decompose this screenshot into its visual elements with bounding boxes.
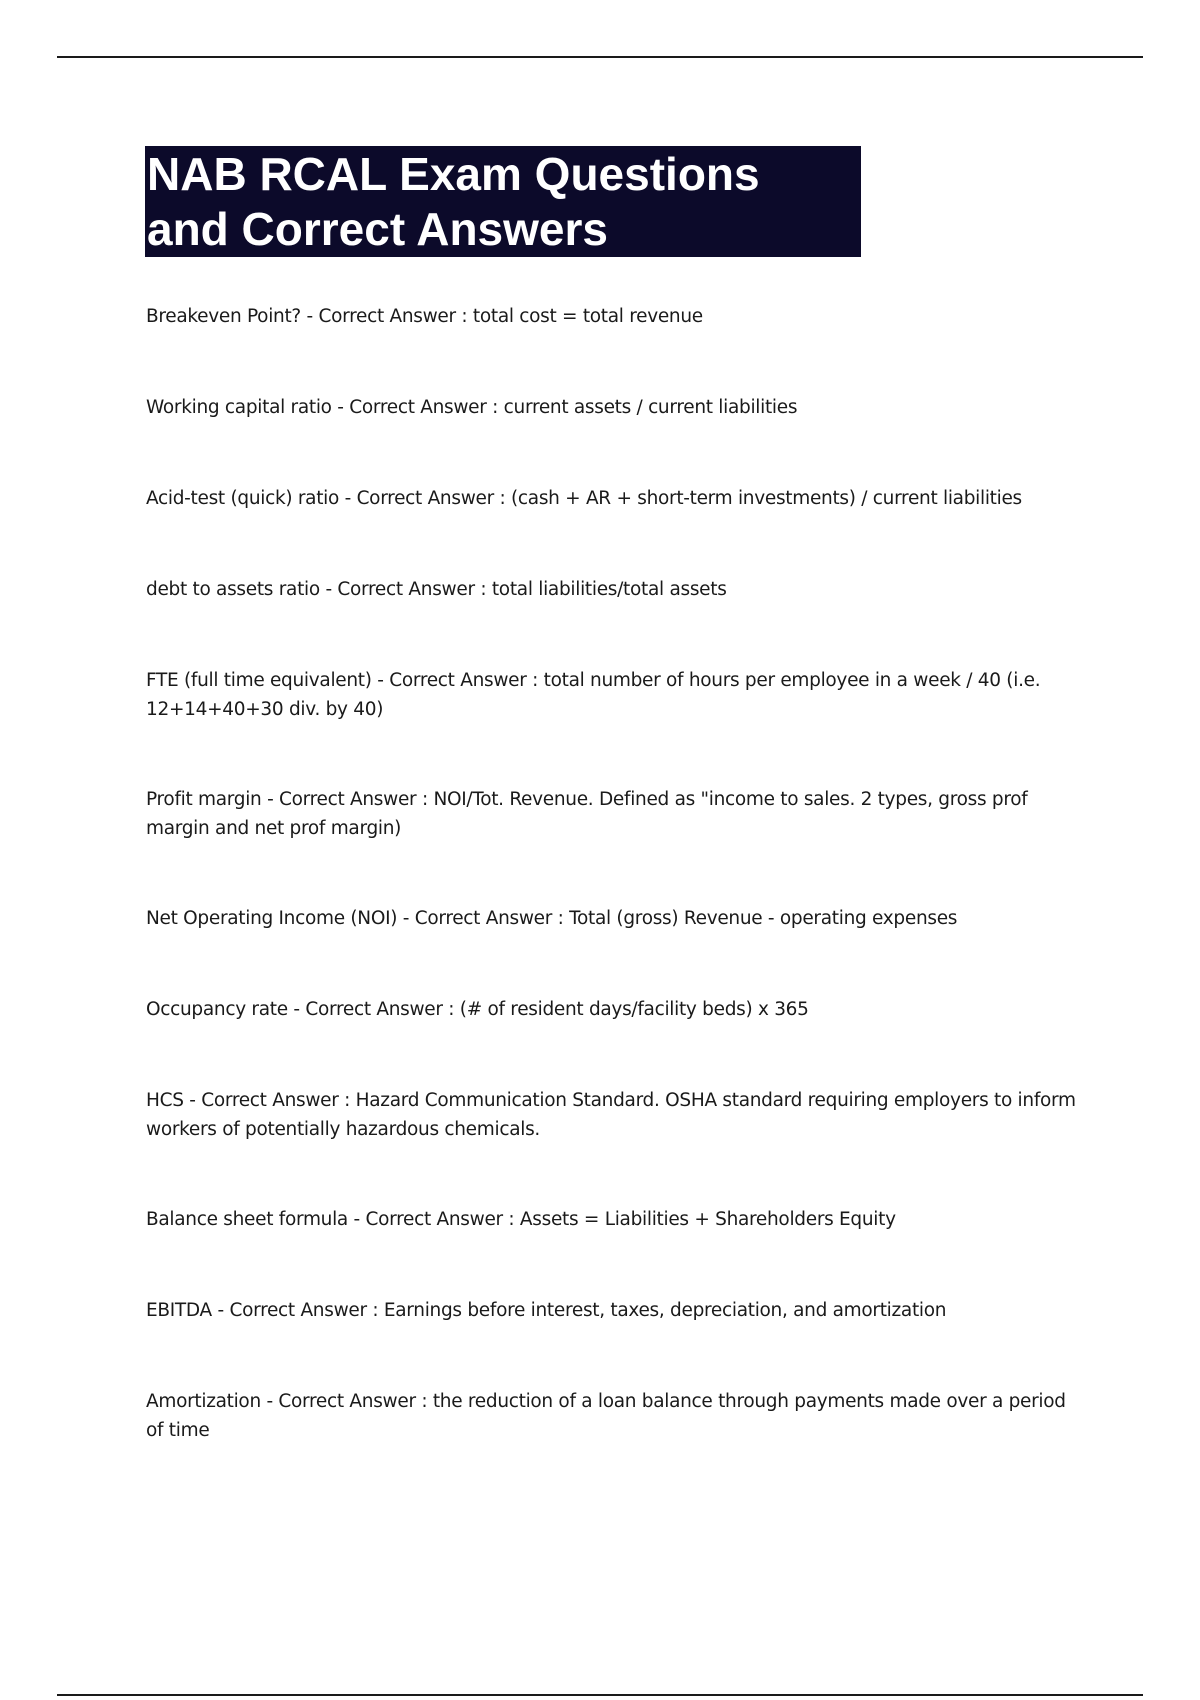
title-banner — [145, 146, 861, 257]
qa-item: Net Operating Income (NOI) - Correct Answer : Total (gross) Revenue - operating expenses — [146, 908, 958, 929]
qa-item: Amortization - Correct Answer : the reduction of a loan balance through payments made over a period of time — [146, 1391, 1066, 1441]
qa-item: debt to assets ratio - Correct Answer : total liabilities/total assets — [146, 579, 727, 600]
qa-item: EBITDA - Correct Answer : Earnings before interest, taxes, depreciation, and amortization — [146, 1300, 947, 1321]
qa-item: Occupancy rate - Correct Answer : (# of resident days/facility beds) x 365 — [146, 999, 809, 1020]
qa-item: Working capital ratio - Correct Answer : current assets / current liabilities — [146, 397, 798, 418]
qa-item: Acid-test (quick) ratio - Correct Answer : (cash + AR + short-term investments) / current liabilities — [146, 488, 1022, 509]
qa-item: Breakeven Point? - Correct Answer : total cost = total revenue — [146, 306, 703, 327]
qa-item: Profit margin - Correct Answer : NOI/Tot. Revenue. Defined as "income to sales. 2 types, gross prof margin and net prof margin) — [146, 789, 1028, 839]
document-title: NAB RCAL Exam Questions and Correct Answers — [147, 148, 760, 255]
qa-item: HCS - Correct Answer : Hazard Communication Standard. OSHA standard requiring employers to inform workers of potentially hazardous chemicals. — [146, 1090, 1076, 1140]
qa-item: FTE (full time equivalent) - Correct Answer : total number of hours per employee in a week / 40 (i.e. 12+14+40+30 div. by 40) — [146, 670, 1041, 720]
qa-item: Balance sheet formula - Correct Answer : Assets = Liabilities + Shareholders Equity — [146, 1209, 896, 1230]
bottom-rule — [57, 1694, 1143, 1696]
top-rule — [57, 56, 1143, 58]
